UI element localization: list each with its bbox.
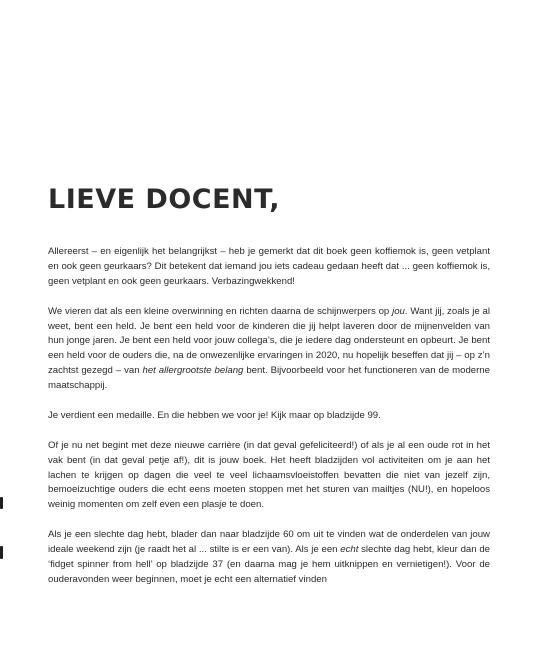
paragraph [48,409,490,424]
paragraph [48,305,490,394]
paragraph-text: Je verdient een medaille. En die hebben we voor je! Kijk maar op bladzijde 99. [48,409,381,421]
paragraph-text: . Want jij, zoals je al weet, bent een held. Je bent een held voor de kinderen die jij helpt laveren door de mijnenvelden van hun jonge jaren. Je bent een held voor jouw collega’s, die je iedere dag ondersteunt en opbeurt. Je bent een held voor de ouders die, na de onwezenlijke ervaringen in 2020, nu hopelijk beseffen dat jij – op z’n zachtst gezegd – van [48,305,491,377]
paragraph [48,245,490,290]
page-title: LIEVE DOCENT, [48,184,280,215]
paragraph [48,439,490,514]
paragraph-text: Of je nu net begint met deze nieuwe carrière (in dat geval gefeliciteerd!) of als je al een oude rot in het vak bent (in dat geval petje af!), dit is jouw boek. Het heeft bladzijden vol activiteiten om je aan het lachen te krijgen op dagen die veel te veel lichaamsvloeistoffen bevatten die niet van jezelf zijn, bemoeizuchtige ouders die echt eens moeten stoppen met het sturen van mailtjes (NU!), en hopeloos weinig momenten om zelf even een plasje te doen. [48,439,490,511]
italic-text: echt [340,544,359,556]
body-text [48,245,490,588]
paragraph [48,528,490,588]
italic-text: jou [392,305,405,317]
left-edge-mark [0,546,3,559]
paragraph-text: We vieren dat als een kleine overwinning en richten daarna de schijnwerpers op [48,305,393,317]
left-edge-mark [0,497,3,509]
paragraph-text: bent. Bijvoorbeeld voor het functioneren van de moderne maatschappij. [48,365,490,392]
italic-text: het allergrootste belang [142,365,244,377]
paragraph-text: slechte dag hebt, kleur dan de ‘fidget spinner from hell’ op bladzijde 37 (en daarna mag je hem uitknippen en vernietigen!). Voor de ouderavonden weer beginnen, moet je echt een alternatief vinden [48,544,490,585]
paragraph-text: Allereerst – en eigenlijk het belangrijkst – heb je gemerkt dat dit boek geen koffiemok is, geen vetplant en ook geen geurkaars? Dit betekent dat iemand jou iets cadeau gedaan heeft dat ... geen koffiemok is, geen vetplant en ook geen geurkaars. Verbazingwekkend! [48,246,490,287]
paragraph-text: Als je een slechte dag hebt, blader dan naar bladzijde 60 om uit te vinden wat de onderdelen van jouw ideale weekend zijn (je raadt het al ... stilte is er een van). Als je een [48,529,490,556]
